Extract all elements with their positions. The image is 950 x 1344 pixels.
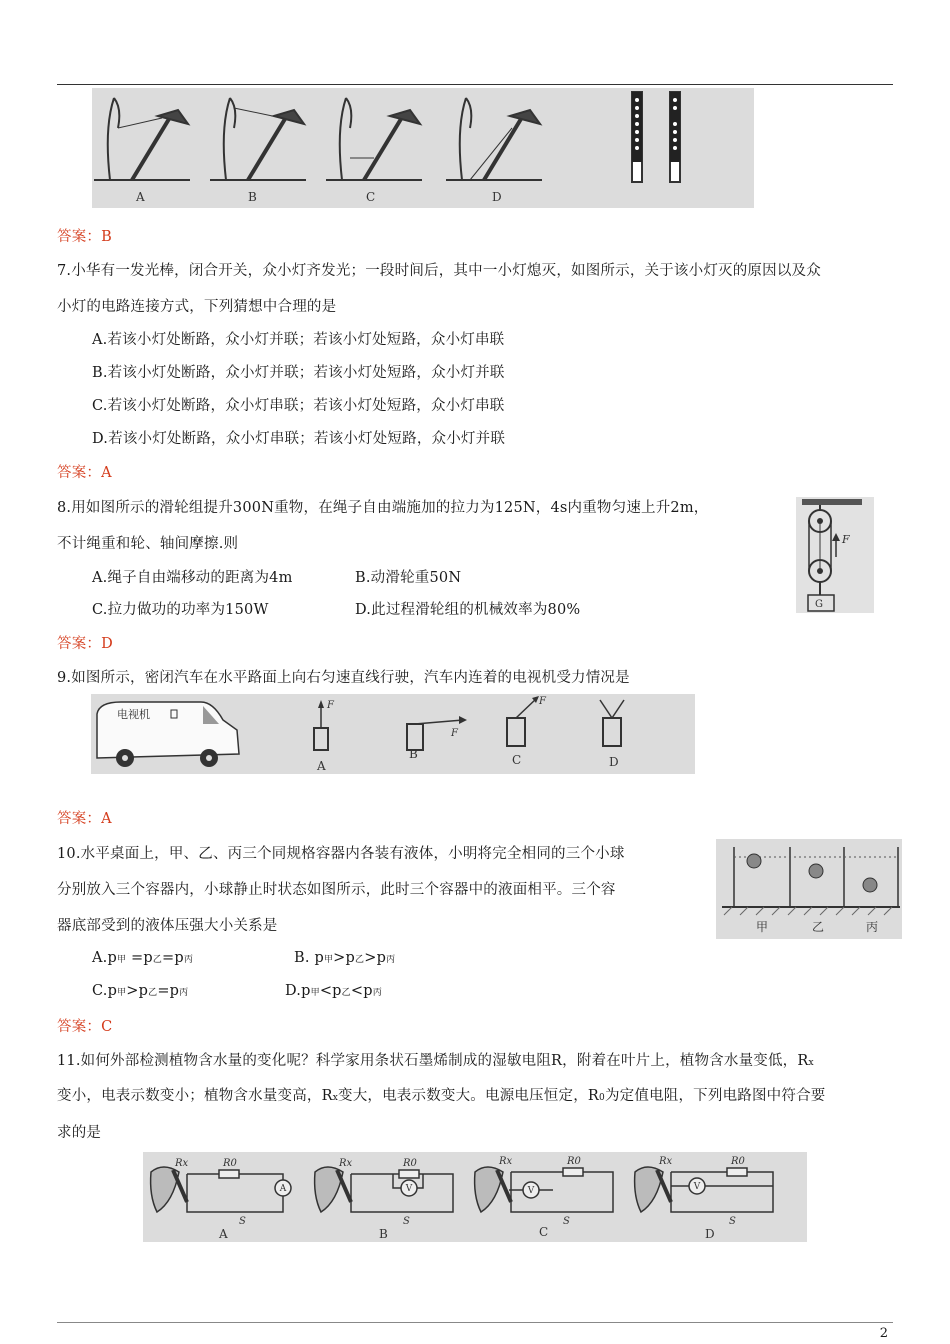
q10-option-b: B. p甲>p乙>p丙 xyxy=(294,950,396,966)
fig9-force-c: F xyxy=(539,696,546,707)
fig11-r0-b: R0 xyxy=(403,1158,417,1169)
fig11-meter-d: V xyxy=(693,1182,701,1192)
fig9-force-b: F xyxy=(451,728,458,739)
header-rule xyxy=(57,84,893,85)
q7-option-d: D.若该小灯处断路，众小灯串联；若该小灯处短路，众小灯并联 xyxy=(92,431,506,447)
fig9-label-d: D xyxy=(609,755,619,769)
fig10-label-jia: 甲 xyxy=(756,920,769,934)
q7-option-c: C.若该小灯处断路，众小灯串联；若该小灯处短路，众小灯串联 xyxy=(92,398,505,414)
fig11-rx-b: Rx xyxy=(339,1158,353,1169)
fig11-s-c: S xyxy=(563,1216,570,1227)
fig11-meter-a: A xyxy=(279,1184,287,1194)
answer-q9: 答案：A xyxy=(57,811,112,827)
answer-q8: 答案：D xyxy=(57,636,113,652)
figure-q8-pulley xyxy=(796,497,874,613)
q7-line2: 小灯的电路连接方式，下列猜想中合理的是 xyxy=(57,299,337,315)
fig11-label-d: D xyxy=(705,1227,715,1241)
car-tv-label: 电视机 xyxy=(117,708,150,721)
figure-q10 xyxy=(716,839,902,939)
q10-line1: 10.水平桌面上，甲、乙、丙三个同规格容器内各装有液体，小明将完全相同的三个小球 xyxy=(57,846,625,862)
fig11-rx-a: Rx xyxy=(175,1158,189,1169)
fig10-label-yi: 乙 xyxy=(812,920,825,934)
fig10-label-bing: 丙 xyxy=(866,920,879,934)
pulley-force-label: F xyxy=(842,533,850,546)
answer-q10: 答案：C xyxy=(57,1019,113,1035)
fig11-label-a: A xyxy=(219,1227,228,1241)
fig6-label-b: B xyxy=(248,190,257,204)
q10-line3: 器底部受到的液体压强大小关系是 xyxy=(57,918,278,934)
fig11-meter-b: V xyxy=(405,1184,413,1194)
fig11-rx-c: Rx xyxy=(499,1156,513,1167)
figure-q11 xyxy=(143,1152,807,1242)
q8-option-c: C.拉力做功的功率为150W xyxy=(92,602,269,618)
fig6-label-a: A xyxy=(136,190,145,204)
fig11-r0-d: R0 xyxy=(731,1156,745,1167)
fig11-label-b: B xyxy=(379,1227,388,1241)
q8-line1: 8.用如图所示的滑轮组提升300N重物，在绳子自由端施加的拉力为125N，4s内重物匀速上升2m， xyxy=(57,500,709,516)
q11-line2: 变小，电表示数变小；植物含水量变高，Rx变大，电表示数变大。电源电压恒定，R0为定值电阻，下列电路图中符合要 xyxy=(57,1088,826,1104)
q8-option-b: B.动滑轮重50N xyxy=(355,570,462,586)
fig11-rx-d: Rx xyxy=(659,1156,673,1167)
q11-line1: 11.如何外部检测植物含水量的变化呢？科学家用条状石墨烯制成的湿敏电阻R，附着在叶片上，植物含水量变低，Rx xyxy=(57,1053,814,1069)
fig11-s-a: S xyxy=(239,1216,246,1227)
q7-option-a: A.若该小灯处断路，众小灯并联；若该小灯处短路，众小灯串联 xyxy=(92,332,505,348)
figure-q6 xyxy=(92,88,754,208)
figure-q9 xyxy=(91,694,695,774)
q8-line2: 不计绳重和轮、轴间摩擦.则 xyxy=(57,536,239,552)
fig11-meter-c: V xyxy=(527,1186,535,1196)
q7-option-b: B.若该小灯处断路，众小灯并联；若该小灯处短路，众小灯并联 xyxy=(92,365,505,381)
fig9-force-a: F xyxy=(327,700,334,711)
q8-option-a: A.绳子自由端移动的距离为4m xyxy=(92,570,293,586)
fig11-r0-c: R0 xyxy=(567,1156,581,1167)
fig9-label-c: C xyxy=(512,753,522,767)
q10-option-a: A.p甲 =p乙=p丙 xyxy=(92,950,194,966)
q10-option-d: D.p甲<p乙<p丙 xyxy=(285,983,382,999)
fig11-s-b: S xyxy=(403,1216,410,1227)
answer-q7: 答案：A xyxy=(57,465,112,481)
q11-line3: 求的是 xyxy=(57,1125,102,1141)
page-number: 2 xyxy=(879,1326,888,1341)
q8-option-d: D.此过程滑轮组的机械效率为80% xyxy=(355,602,581,618)
q7-line1: 7.小华有一发光棒，闭合开关，众小灯齐发光；一段时间后，其中一小灯熄灭，如图所示，关于该小灯灭的原因以及众 xyxy=(57,263,821,279)
fig11-label-c: C xyxy=(539,1225,549,1239)
fig6-label-c: C xyxy=(366,190,376,204)
fig9-label-a: A xyxy=(317,759,326,773)
q10-option-c: C.p甲>p乙=p丙 xyxy=(92,983,189,999)
pulley-weight-label: G xyxy=(815,599,823,610)
fig9-label-b: B xyxy=(409,747,418,761)
fig11-r0-a: R0 xyxy=(223,1158,237,1169)
q10-line2: 分别放入三个容器内，小球静止时状态如图所示，此时三个容器中的液面相平。三个容 xyxy=(57,882,616,898)
answer-q6: 答案：B xyxy=(57,229,112,245)
footer-rule xyxy=(57,1322,893,1323)
fig11-s-d: S xyxy=(729,1216,736,1227)
q9-line1: 9.如图所示，密闭汽车在水平路面上向右匀速直线行驶，汽车内连着的电视机受力情况是 xyxy=(57,670,630,686)
fig6-label-d: D xyxy=(492,190,502,204)
